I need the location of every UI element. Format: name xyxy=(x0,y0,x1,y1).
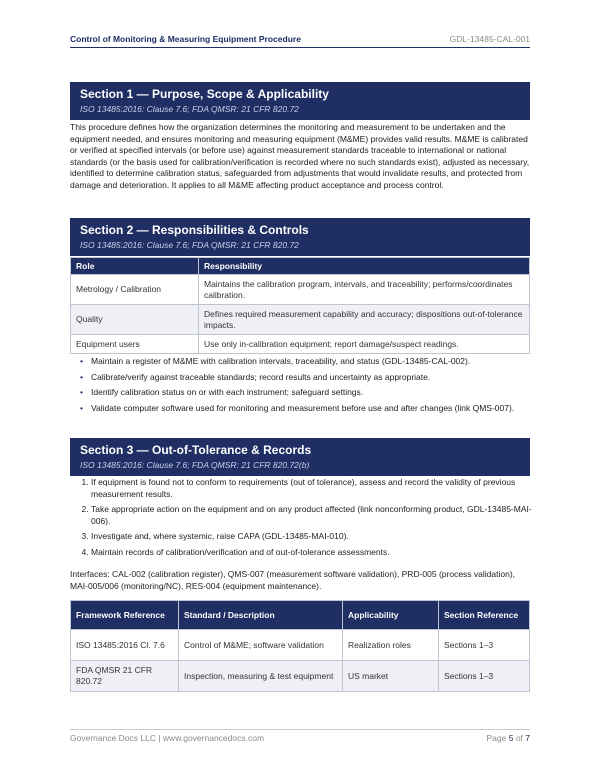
table-cell: Metrology / Calibration xyxy=(71,275,199,305)
current-page: 5 xyxy=(508,733,514,743)
column-header: Framework Reference xyxy=(71,601,179,630)
table-row xyxy=(71,335,530,354)
list-item: • Identify calibration status on or with each instrument; safeguard settings. xyxy=(91,387,551,399)
column-header: Section Reference xyxy=(439,601,530,630)
section-3-title: Section 3 — Out-of-Tolerance & Records xyxy=(80,443,312,457)
table-cell: Equipment users xyxy=(71,335,199,354)
list-item: 2. Take appropriate action on the equipment and on any product affected (link nonconforming product, GDL-13485-MAI-006). xyxy=(91,504,551,527)
out-of-tolerance-steps xyxy=(70,477,551,562)
section-3-header xyxy=(70,438,530,476)
framework-reference-table xyxy=(70,600,530,692)
table-row xyxy=(71,305,530,335)
footer-company: Governance Docs LLC | www.governancedocs.com xyxy=(70,733,265,743)
table-cell: Use only in-calibration equipment; report damage/suspect readings. xyxy=(199,335,530,354)
page-separator: of xyxy=(513,733,526,743)
document-id: GDL-13485-CAL-001 xyxy=(449,34,530,44)
table-cell: Quality xyxy=(71,305,199,335)
list-item: 4. Maintain records of calibration/verification and of out-of-tolerance assessments. xyxy=(91,547,551,559)
table-row xyxy=(71,630,530,661)
column-header: Standard / Description xyxy=(179,601,343,630)
section-1-title: Section 1 — Purpose, Scope & Applicability xyxy=(80,87,329,101)
table-cell: Sections 1–3 xyxy=(439,661,530,692)
table-header-row xyxy=(71,601,530,630)
page-number xyxy=(487,733,531,743)
section-2-subtitle: ISO 13485:2016: Clause 7.6; FDA QMSR: 21 CFR 820.72 xyxy=(80,240,299,250)
list-item: • Calibrate/verify against traceable standards; record results and uncertainty as appropriate. xyxy=(91,372,551,384)
document-title: Control of Monitoring & Measuring Equipment Procedure xyxy=(70,34,301,44)
table-cell: ISO 13485:2016 Cl. 7.6 xyxy=(71,630,179,661)
column-header: Role xyxy=(71,258,199,275)
controls-list xyxy=(70,356,551,418)
table-cell: US market xyxy=(343,661,439,692)
list-item: • Validate computer software used for monitoring and measurement before use and after changes (link QMS-007). xyxy=(91,403,551,415)
section-1-subtitle: ISO 13485:2016: Clause 7.6; FDA QMSR: 21 CFR 820.72 xyxy=(80,104,299,114)
table-cell: Control of M&ME; software validation xyxy=(179,630,343,661)
total-pages: 7 xyxy=(525,733,530,743)
table-row xyxy=(71,661,530,692)
interfaces-text: Interfaces: CAL-002 (calibration register), QMS-007 (measurement software validation), PRD-005 (process validation), MAI-005/006 (monitoring/NC), RES-004 (equipment maintenance). xyxy=(70,569,516,591)
column-header: Responsibility xyxy=(199,258,530,275)
table-header-row xyxy=(71,258,530,275)
table-row xyxy=(71,275,530,305)
column-header: Applicability xyxy=(343,601,439,630)
section-3-subtitle: ISO 13485:2016: Clause 7.6; FDA QMSR: 21 CFR 820.72(b) xyxy=(80,460,310,470)
table-cell: Maintains the calibration program, intervals, and traceability; performs/coordinates calibration. xyxy=(199,275,530,305)
table-cell: FDA QMSR 21 CFR 820.72 xyxy=(71,661,179,692)
section-1-header xyxy=(70,82,530,120)
section-1-body: This procedure defines how the organization determines the monitoring and measurement to be undertaken and the equipment needed, and ensures monitoring and measuring equipment (M&ME) provides valid results. M&ME is calibrated or verified at specified intervals (or before use) against measurement standards traceable to international or national standards (or the basis used for calibration/verification is recorded where no such standards exist), adjusted as necessary, identified to determine calibration status, safeguarded from adjustments that would invalidate results, and protected from damage and deterioration. It applies to all M&ME affecting product acceptance and process control. xyxy=(70,122,530,190)
section-2-header xyxy=(70,218,530,256)
table-cell: Inspection, measuring & test equipment xyxy=(179,661,343,692)
list-item: • Maintain a register of M&ME with calibration intervals, traceability, and status (GDL-13485-CAL-002). xyxy=(91,356,551,368)
list-item: 3. Investigate and, where systemic, raise CAPA (GDL-13485-MAI-010). xyxy=(91,531,551,543)
table-cell: Defines required measurement capability and accuracy; dispositions out-of-tolerance impacts. xyxy=(199,305,530,335)
page-header xyxy=(70,34,530,48)
page-footer xyxy=(70,729,530,743)
list-item: 1. If equipment is found not to conform to requirements (out of tolerance), assess and record the validity of previous measurement results. xyxy=(91,477,551,500)
responsibilities-table xyxy=(70,257,530,354)
table-cell: Sections 1–3 xyxy=(439,630,530,661)
page-prefix: Page xyxy=(486,733,509,743)
section-2-title: Section 2 — Responsibilities & Controls xyxy=(80,223,309,237)
table-cell: Realization roles xyxy=(343,630,439,661)
